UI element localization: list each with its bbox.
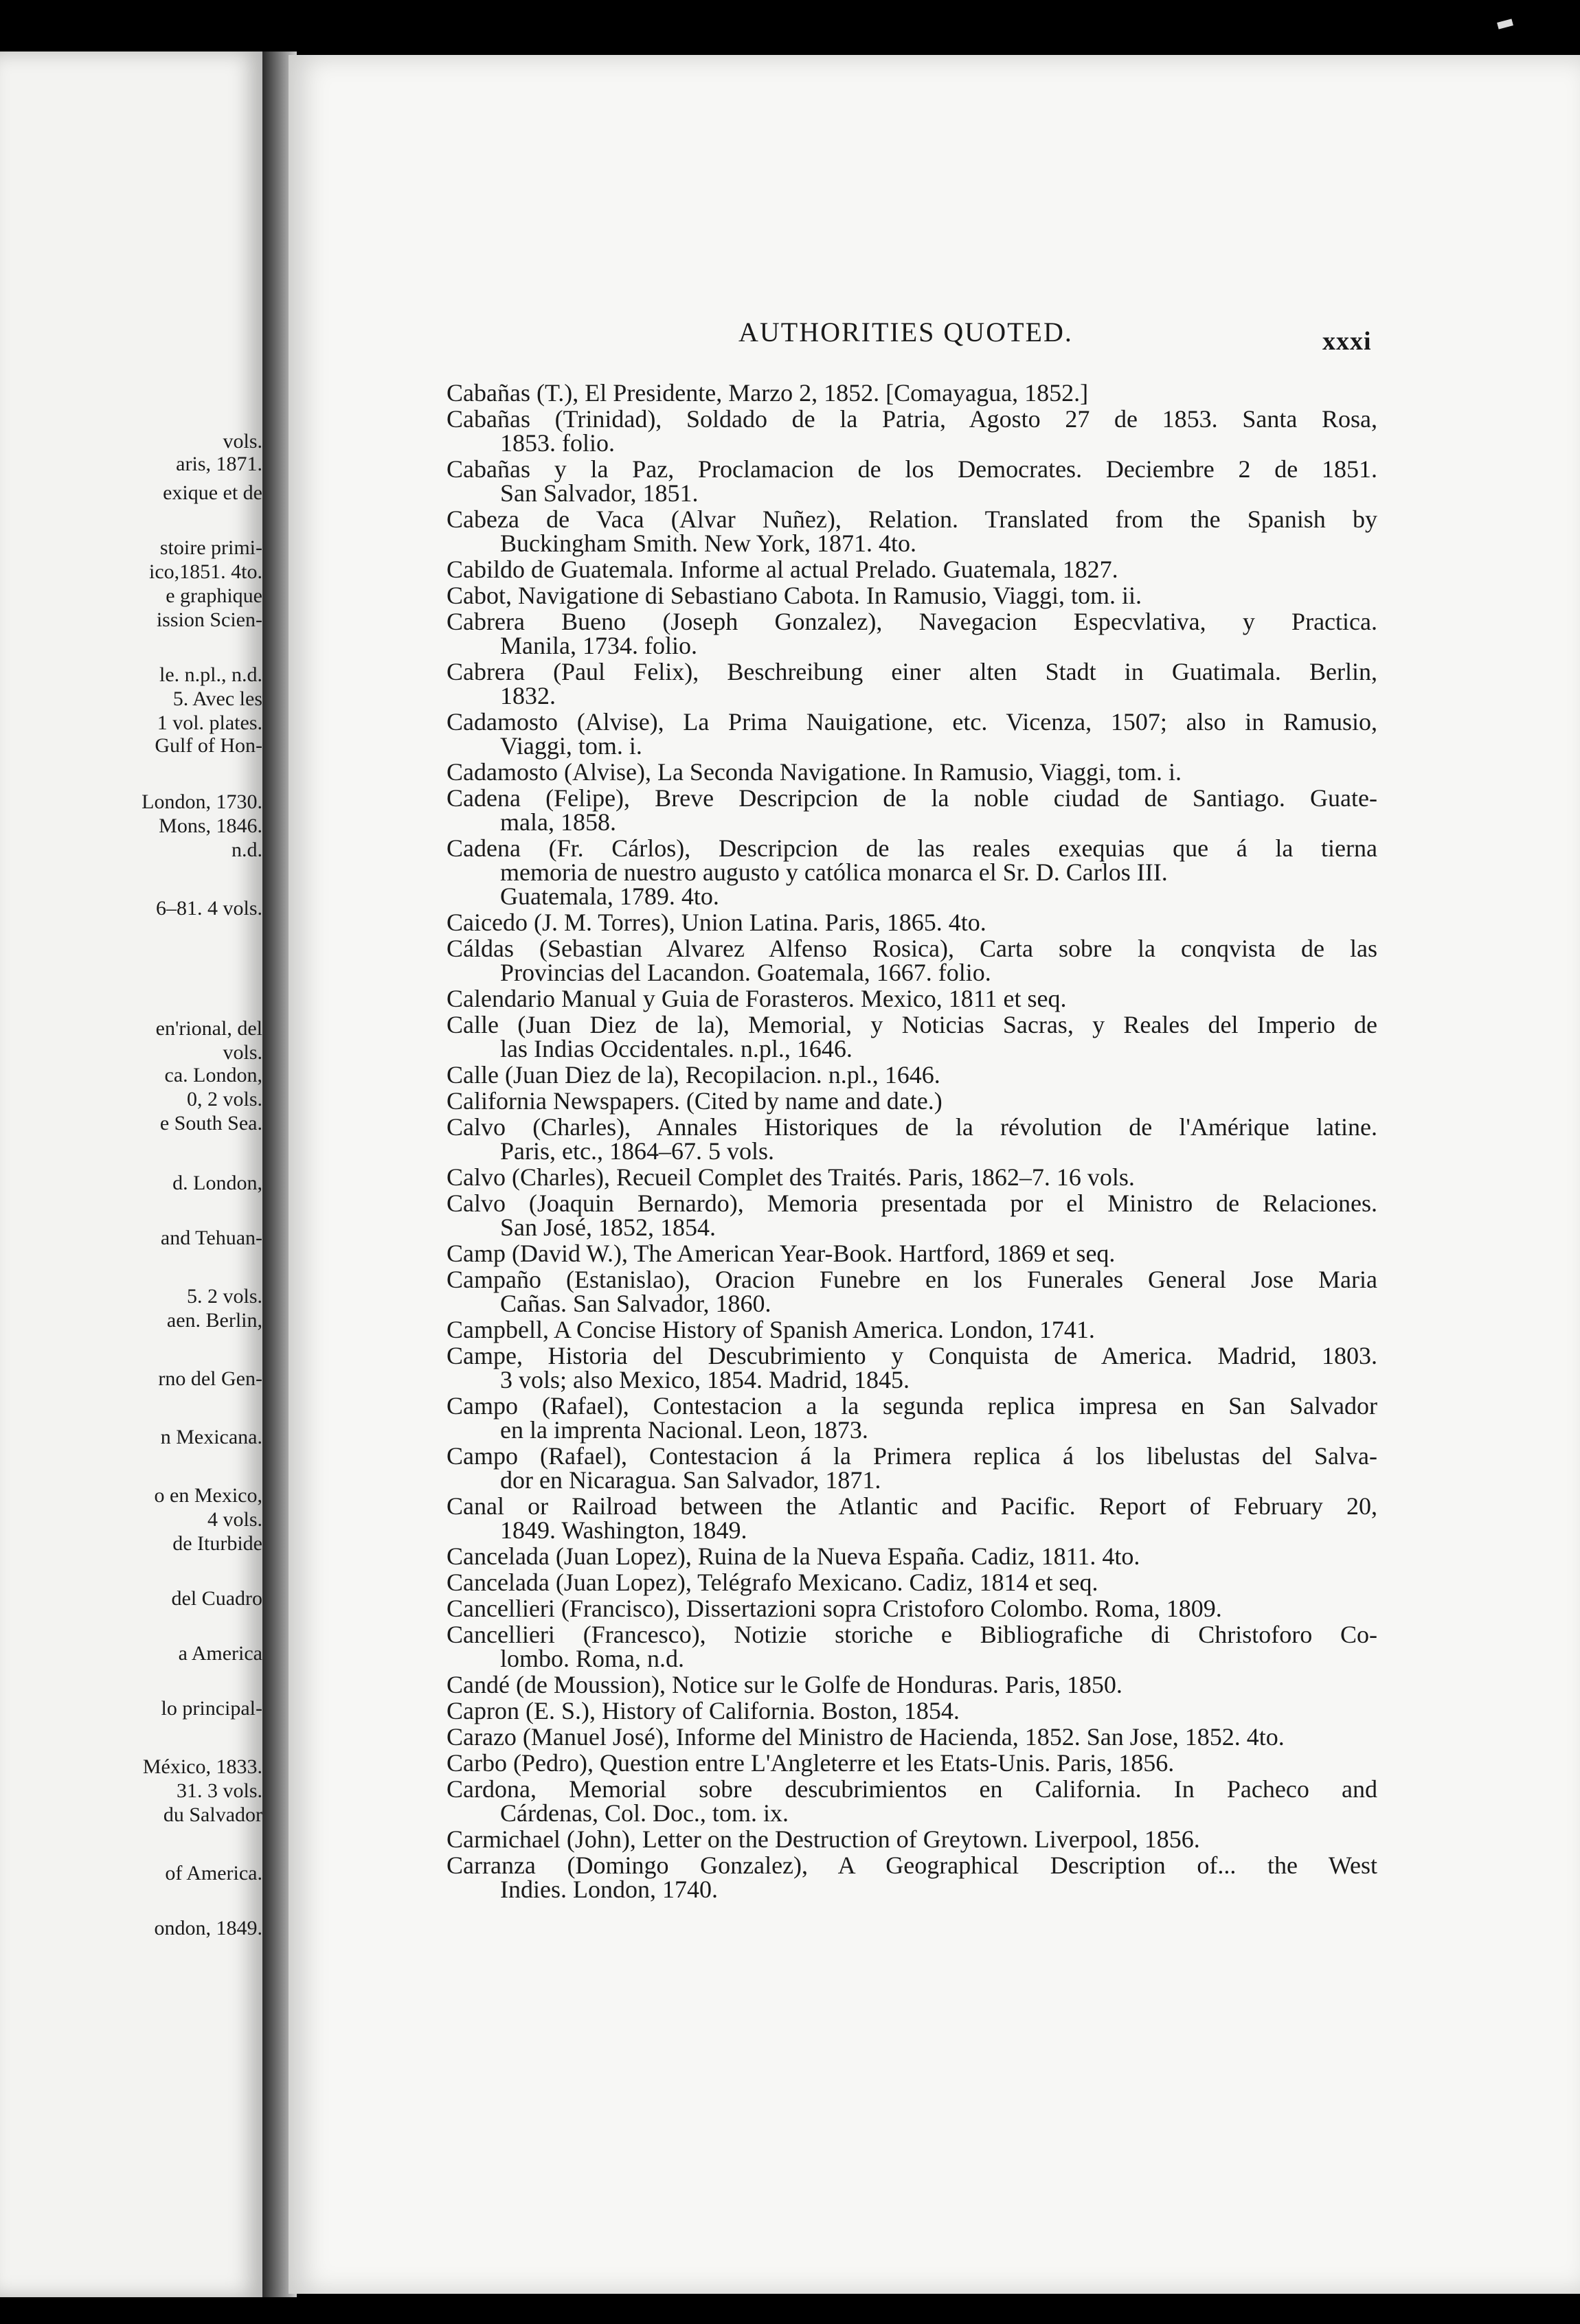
bibliography-entry <box>447 584 1377 608</box>
entry-line: Camp (David W.), The American Year-Book. Hartford, 1869 et seq. <box>447 1240 1116 1267</box>
bibliography-entry <box>447 1089 1377 1113</box>
bibliography-entry <box>447 1444 1377 1492</box>
bibliography-entry <box>447 381 1377 405</box>
left-page-line: del Cuadro <box>171 1587 262 1610</box>
entry-line: Cancellieri (Francisco), Dissertazioni sopra Cristoforo Colombo. Roma, 1809. <box>447 1595 1222 1622</box>
entry-line: Canal or Railroad between the Atlantic and Pacific. Report of February 20, <box>447 1492 1377 1520</box>
entry-line: Cabañas y la Paz, Proclamacion de los Democrates. Deciembre 2 de 1851. <box>447 455 1377 483</box>
entry-line: Carazo (Manuel José), Informe del Ministro de Hacienda, 1852. San Jose, 1852. 4to. <box>447 1723 1285 1751</box>
bibliography-entry <box>447 1494 1377 1542</box>
left-page-line: lo principal- <box>161 1697 262 1720</box>
bibliography-entry <box>447 1165 1377 1189</box>
entry-line: Cabot, Navigatione di Sebastiano Cabota. In Ramusio, Viaggi, tom. ii. <box>447 582 1142 609</box>
left-page-line: en'rional, del <box>155 1017 262 1040</box>
entry-continuation-line: Cañas. San Salvador, 1860. <box>500 1290 771 1317</box>
entry-line: Cadena (Fr. Cárlos), Descripcion de las reales exequias que á la tierna <box>447 834 1377 862</box>
bibliography-entry <box>447 505 1377 557</box>
entry-continuation-line: Paris, etc., 1864–67. 5 vols. <box>500 1137 774 1165</box>
entry-line: Campe, Historia del Descubrimiento y Conquista de America. Madrid, 1803. <box>447 1342 1377 1369</box>
entry-line: Cancellieri (Francesco), Notizie storiche e Bibliografiche di Christoforo Co- <box>447 1621 1377 1648</box>
bibliography-entry <box>447 1597 1377 1621</box>
bibliography-entry <box>447 1318 1377 1342</box>
entry-line: Calendario Manual y Guia de Forasteros. Mexico, 1811 et seq. <box>447 985 1067 1012</box>
running-head: AUTHORITIES QUOTED. <box>738 317 1073 348</box>
left-page-line: 0, 2 vols. <box>186 1088 262 1110</box>
left-page-line: 5. Avec les <box>172 687 262 710</box>
left-page-line: a America <box>178 1642 262 1665</box>
entry-line: Carmichael (John), Letter on the Destruction of Greytown. Liverpool, 1856. <box>447 1825 1200 1853</box>
left-page-line: 31. 3 vols. <box>176 1779 262 1802</box>
bibliography-entry <box>447 660 1377 708</box>
bibliography-entry <box>447 1827 1377 1852</box>
bibliography-entry <box>447 1571 1377 1595</box>
bibliography-entry <box>447 610 1377 658</box>
left-page-line: and Tehuan- <box>160 1227 262 1249</box>
left-page-line: Mons, 1846. <box>159 814 262 837</box>
bibliography-entry <box>447 558 1377 582</box>
bibliography-entry <box>447 1673 1377 1697</box>
bibliography-entry <box>447 1063 1377 1087</box>
left-page-line: ico,1851. 4to. <box>149 560 262 583</box>
bibliography-entry <box>447 987 1377 1011</box>
entry-line: Caicedo (J. M. Torres), Union Latina. Paris, 1865. 4to. <box>447 909 986 936</box>
entry-line: Calle (Juan Diez de la), Recopilacion. n.pl., 1646. <box>447 1061 940 1089</box>
entry-line: Cáldas (Sebastian Alvarez Alfenso Rosica), Carta sobre la conqvista de las <box>447 935 1377 962</box>
entry-continuation-line: San Salvador, 1851. <box>500 479 699 507</box>
entry-line: California Newspapers. (Cited by name and date.) <box>447 1087 943 1115</box>
entry-line: Carranza (Domingo Gonzalez), A Geographical Description of... the West <box>447 1852 1377 1879</box>
entry-continuation-line: Viaggi, tom. i. <box>500 732 642 760</box>
left-page-line: 4 vols. <box>207 1508 262 1531</box>
left-page-line: du Salvador <box>163 1803 262 1826</box>
entry-continuation-line: mala, 1858. <box>500 808 616 836</box>
bibliography-entry <box>447 710 1377 758</box>
left-page-line: 1 vol. plates. <box>157 711 262 734</box>
left-page-line: de Iturbide <box>172 1532 262 1555</box>
left-page-line: ission Scien- <box>156 608 262 631</box>
entry-line: Cardona, Memorial sobre descubrimientos en California. In Pacheco and <box>447 1775 1377 1803</box>
entry-continuation-line: Indies. London, 1740. <box>500 1876 718 1903</box>
entry-line: Cadena (Felipe), Breve Descripcion de la noble ciudad de Santiago. Guate- <box>447 784 1377 812</box>
page-number: xxxi <box>1322 327 1372 356</box>
entry-line: Capron (E. S.), History of California. Boston, 1854. <box>447 1697 960 1724</box>
left-page-line: aen. Berlin, <box>166 1309 262 1332</box>
left-page-line: n.d. <box>232 839 262 861</box>
bibliography-entry <box>447 786 1377 834</box>
bibliography-entry <box>447 1394 1377 1442</box>
bibliography-entry <box>447 1623 1377 1671</box>
bibliography-entry <box>447 836 1377 909</box>
bibliography-entry <box>447 1699 1377 1723</box>
bibliography-entry <box>447 457 1377 505</box>
entry-continuation-line: Buckingham Smith. New York, 1871. 4to. <box>500 529 917 557</box>
left-page-line: vols. <box>223 1041 262 1064</box>
entry-line: Campbell, A Concise History of Spanish America. London, 1741. <box>447 1316 1095 1343</box>
scan-corner-mark <box>1497 19 1513 29</box>
entry-continuation-line: en la imprenta Nacional. Leon, 1873. <box>500 1416 868 1444</box>
entry-line: Cabañas (Trinidad), Soldado de la Patria, Agosto 27 de 1853. Santa Rosa, <box>447 405 1377 433</box>
bibliography-entry <box>447 937 1377 985</box>
left-page-line: 5. 2 vols. <box>186 1285 262 1308</box>
entry-line: Cabeza de Vaca (Alvar Nuñez), Relation. Translated from the Spanish by <box>447 505 1377 533</box>
entry-line: Cancelada (Juan Lopez), Ruina de la Nueva España. Cadiz, 1811. 4to. <box>447 1542 1140 1570</box>
bibliography-entry <box>447 1344 1377 1392</box>
bibliography-entry <box>447 1268 1377 1316</box>
bibliography-entry <box>447 1777 1377 1825</box>
entry-line: Campo (Rafael), Contestacion á la Primera replica á los libelustas del Salva- <box>447 1442 1377 1470</box>
left-page-line: México, 1833. <box>142 1755 262 1778</box>
left-page-line: of America. <box>165 1862 262 1884</box>
entry-continuation-line: 1849. Washington, 1849. <box>500 1516 747 1544</box>
left-page-line: ca. London, <box>164 1064 262 1086</box>
entry-line: Campaño (Estanislao), Oracion Funebre en los Funerales General Jose Maria <box>447 1266 1377 1293</box>
entry-line: Calvo (Charles), Annales Historiques de la révolution de l'Amérique latine. <box>447 1113 1377 1141</box>
entry-line: Cabrera (Paul Felix), Beschreibung einer alten Stadt in Guatimala. Berlin, <box>447 658 1377 685</box>
bibliography-entry <box>447 911 1377 935</box>
left-page-line: e graphique <box>166 584 262 607</box>
bibliography-entry <box>447 1725 1377 1749</box>
entry-continuation-line: 1832. <box>500 682 556 709</box>
entry-line: Campo (Rafael), Contestacion a la segunda replica impresa en San Salvador <box>447 1392 1377 1420</box>
entry-line: Calvo (Joaquin Bernardo), Memoria presentada por el Ministro de Relaciones. <box>447 1189 1377 1217</box>
bibliography-entry <box>447 1854 1377 1902</box>
bibliography-entry <box>447 1013 1377 1061</box>
entry-continuation-line: 1853. folio. <box>500 429 615 457</box>
left-page-line: London, 1730. <box>142 790 262 813</box>
left-page-line: ondon, 1849. <box>154 1917 262 1939</box>
entry-line: Cadamosto (Alvise), La Seconda Navigatione. In Ramusio, Viaggi, tom. i. <box>447 758 1182 786</box>
left-page-line: Gulf of Hon- <box>155 734 262 757</box>
bibliography-entry <box>447 407 1377 455</box>
left-page-line: o en Mexico, <box>154 1484 262 1507</box>
entry-line: Carbo (Pedro), Question entre L'Angleterre et les Etats-Unis. Paris, 1856. <box>447 1749 1175 1777</box>
entry-continuation-line: las Indias Occidentales. n.pl., 1646. <box>500 1035 853 1062</box>
bibliography-entry <box>447 1242 1377 1266</box>
entry-line: Cabrera Bueno (Joseph Gonzalez), Navegacion Especvlativa, y Practica. <box>447 608 1377 635</box>
bibliography-list <box>447 381 1377 1904</box>
entry-continuation-line: Provincias del Lacandon. Goatemala, 1667. folio. <box>500 959 991 986</box>
left-page-fragment <box>0 52 262 2297</box>
bibliography-entry <box>447 1751 1377 1775</box>
left-page-line: 6–81. 4 vols. <box>155 897 262 920</box>
entry-continuation-line: San José, 1852, 1854. <box>500 1214 716 1241</box>
entry-continuation-line: memoria de nuestro augusto y católica monarca el Sr. D. Carlos III. <box>500 858 1168 886</box>
left-page-line: stoire primi- <box>159 536 262 559</box>
entry-continuation-line: Manila, 1734. folio. <box>500 632 697 659</box>
bibliography-entry <box>447 760 1377 784</box>
left-page-line: exique et de <box>163 481 262 504</box>
bibliography-entry <box>447 1115 1377 1163</box>
left-page-line: e South Sea. <box>159 1112 262 1135</box>
bibliography-entry <box>447 1189 1377 1241</box>
entry-line: Cancelada (Juan Lopez), Telégrafo Mexicano. Cadiz, 1814 et seq. <box>447 1569 1098 1596</box>
entry-line: Cabañas (T.), El Presidente, Marzo 2, 1852. [Comayagua, 1852.] <box>447 379 1089 407</box>
entry-line: Cadamosto (Alvise), La Prima Nauigatione, etc. Vicenza, 1507; also in Ramusio, <box>447 708 1377 736</box>
left-page-line: le. n.pl., n.d. <box>159 663 262 686</box>
entry-line: Candé (de Moussion), Notice sur le Golfe de Honduras. Paris, 1850. <box>447 1671 1122 1698</box>
left-page-line: d. London, <box>172 1172 262 1194</box>
entry-line: Calle (Juan Diez de la), Memorial, y Noticias Sacras, y Reales del Imperio de <box>447 1011 1377 1038</box>
left-page-line: rno del Gen- <box>158 1367 262 1390</box>
entry-continuation-line: 3 vols; also Mexico, 1854. Madrid, 1845. <box>500 1366 910 1393</box>
entry-line: Cabildo de Guatemala. Informe al actual Prelado. Guatemala, 1827. <box>447 556 1118 583</box>
bibliography-entry <box>447 1542 1377 1570</box>
entry-continuation-line: lombo. Roma, n.d. <box>500 1645 684 1672</box>
left-page-line: aris, 1871. <box>176 453 262 475</box>
left-page-line: vols. <box>223 430 262 453</box>
entry-continuation-line: Cárdenas, Col. Doc., tom. ix. <box>500 1799 789 1827</box>
entry-continuation-line: dor en Nicaragua. San Salvador, 1871. <box>500 1466 881 1494</box>
left-page-line: n Mexicana. <box>160 1426 262 1448</box>
entry-line: Calvo (Charles), Recueil Complet des Traités. Paris, 1862–7. 16 vols. <box>447 1163 1135 1191</box>
entry-continuation-line: Guatemala, 1789. 4to. <box>500 882 719 910</box>
